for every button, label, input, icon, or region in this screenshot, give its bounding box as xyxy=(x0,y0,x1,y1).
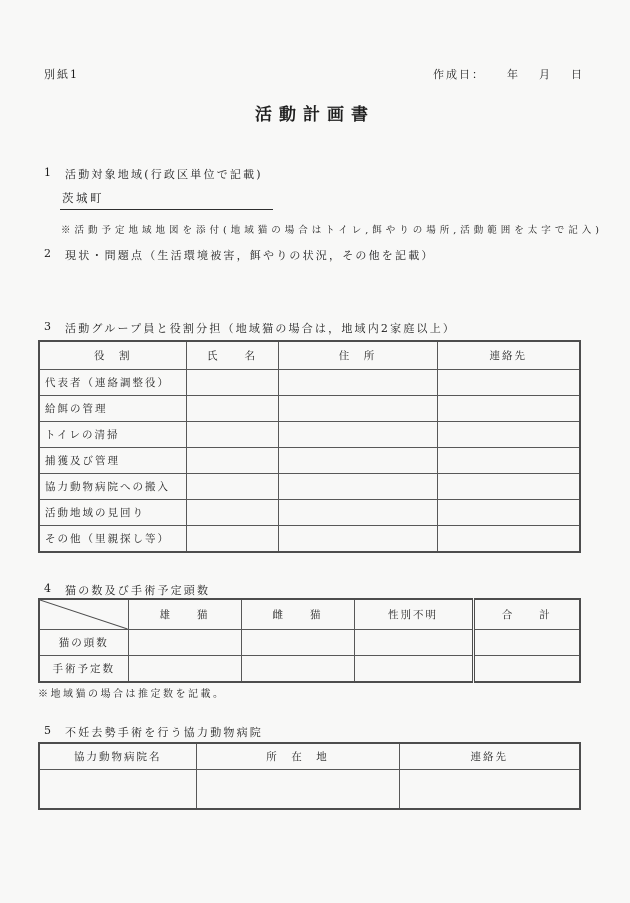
table-input-cell[interactable] xyxy=(437,448,580,474)
section1-number: 1 xyxy=(44,166,51,179)
table-input-cell[interactable] xyxy=(186,422,278,448)
col-clinic-location: 所 在 地 xyxy=(196,743,399,770)
table-input-cell[interactable] xyxy=(473,656,580,683)
section5-number: 5 xyxy=(44,724,51,737)
section4-note: ※地域猫の場合は推定数を記載。 xyxy=(38,689,226,700)
table-input-cell[interactable] xyxy=(437,370,580,396)
table-input-cell[interactable] xyxy=(278,370,437,396)
section1-note: ※活動予定地域地図を添付(地域猫の場合はトイレ,餌やりの場所,活動範囲を太字で記入) xyxy=(61,225,603,236)
table-row xyxy=(39,448,580,474)
table-row xyxy=(39,656,580,683)
table-input-cell[interactable] xyxy=(186,448,278,474)
col-male-cats: 雄 猫 xyxy=(128,599,241,630)
table-row xyxy=(39,474,580,500)
section1-heading xyxy=(44,166,263,182)
section4-number: 4 xyxy=(44,582,51,595)
roles-header-row xyxy=(39,341,580,370)
role-label: 活動地域の見回り xyxy=(39,500,186,526)
col-total: 合 計 xyxy=(473,599,580,630)
table-input-cell[interactable] xyxy=(196,770,399,810)
table-input-cell[interactable] xyxy=(437,474,580,500)
roles-col-name: 氏 名 xyxy=(186,341,278,370)
creation-date-line xyxy=(433,66,584,82)
table-input-cell[interactable] xyxy=(437,422,580,448)
section4-title: 猫の数及び手術予定頭数 xyxy=(65,584,211,597)
table-input-cell[interactable] xyxy=(186,370,278,396)
role-label: 代表者（連絡調整役） xyxy=(39,370,186,396)
table-input-cell[interactable] xyxy=(39,770,196,810)
roles-col-role: 役 割 xyxy=(39,341,186,370)
date-year-label: 年 xyxy=(507,68,520,81)
section1-title: 活動対象地域(行政区単位で記載) xyxy=(65,168,263,181)
table-input-cell[interactable] xyxy=(278,396,437,422)
table-input-cell[interactable] xyxy=(354,656,473,683)
table-row xyxy=(39,770,580,810)
attachment-label: 別紙1 xyxy=(44,68,79,81)
role-label: トイレの清掃 xyxy=(39,422,186,448)
table-input-cell[interactable] xyxy=(186,396,278,422)
table-input-cell[interactable] xyxy=(241,630,354,656)
roles-table xyxy=(38,340,581,553)
table-input-cell[interactable] xyxy=(473,630,580,656)
roles-col-address: 住 所 xyxy=(278,341,437,370)
col-sex-unknown: 性別不明 xyxy=(354,599,473,630)
role-label: 捕獲及び管理 xyxy=(39,448,186,474)
clinic-table xyxy=(38,742,581,810)
date-month-label: 月 xyxy=(539,68,552,81)
section5-title: 不妊去勢手術を行う協力動物病院 xyxy=(65,726,263,739)
table-input-cell[interactable] xyxy=(186,526,278,553)
section3-title: 活動グループ員と役割分担（地域猫の場合は，地域内2家庭以上） xyxy=(65,322,457,335)
role-label: その他（里親探し等） xyxy=(39,526,186,553)
table-input-cell[interactable] xyxy=(437,500,580,526)
date-day-label: 日 xyxy=(571,68,584,81)
col-clinic-name: 協力動物病院名 xyxy=(39,743,196,770)
cat-count-header-row xyxy=(39,599,580,630)
col-clinic-contact: 連絡先 xyxy=(399,743,580,770)
diagonal-header-cell xyxy=(39,599,128,630)
table-row xyxy=(39,396,580,422)
section2-title: 現状・問題点（生活環境被害，餌やりの状況，その他を記載） xyxy=(65,249,435,262)
table-row xyxy=(39,630,580,656)
table-input-cell[interactable] xyxy=(241,656,354,683)
role-label: 給餌の管理 xyxy=(39,396,186,422)
section2-number: 2 xyxy=(44,247,51,260)
section4-heading xyxy=(44,582,210,598)
table-input-cell[interactable] xyxy=(278,474,437,500)
table-row xyxy=(39,526,580,553)
roles-col-contact: 連絡先 xyxy=(437,341,580,370)
table-input-cell[interactable] xyxy=(128,630,241,656)
date-label: 作成日： xyxy=(433,68,485,81)
role-label: 協力動物病院への搬入 xyxy=(39,474,186,500)
page-title: 活動計画書 xyxy=(255,105,375,125)
table-input-cell[interactable] xyxy=(278,422,437,448)
col-female-cats: 雌 猫 xyxy=(241,599,354,630)
table-input-cell[interactable] xyxy=(128,656,241,683)
table-input-cell[interactable] xyxy=(186,474,278,500)
section3-number: 3 xyxy=(44,320,51,333)
section3-heading xyxy=(44,320,456,336)
cat-count-table xyxy=(38,598,581,683)
table-row xyxy=(39,500,580,526)
clinic-header-row xyxy=(39,743,580,770)
row-cat-count: 猫の頭数 xyxy=(39,630,128,656)
table-input-cell[interactable] xyxy=(278,448,437,474)
row-surgery-planned: 手術予定数 xyxy=(39,656,128,683)
table-input-cell[interactable] xyxy=(278,526,437,553)
section2-heading xyxy=(44,247,435,263)
table-input-cell[interactable] xyxy=(278,500,437,526)
table-input-cell[interactable] xyxy=(437,396,580,422)
target-region-field[interactable]: 茨城町 xyxy=(60,190,273,210)
table-input-cell[interactable] xyxy=(399,770,580,810)
table-row xyxy=(39,422,580,448)
diagonal-line xyxy=(40,600,128,629)
table-input-cell[interactable] xyxy=(437,526,580,553)
table-input-cell[interactable] xyxy=(186,500,278,526)
section5-heading xyxy=(44,724,263,740)
table-input-cell[interactable] xyxy=(354,630,473,656)
table-row xyxy=(39,370,580,396)
